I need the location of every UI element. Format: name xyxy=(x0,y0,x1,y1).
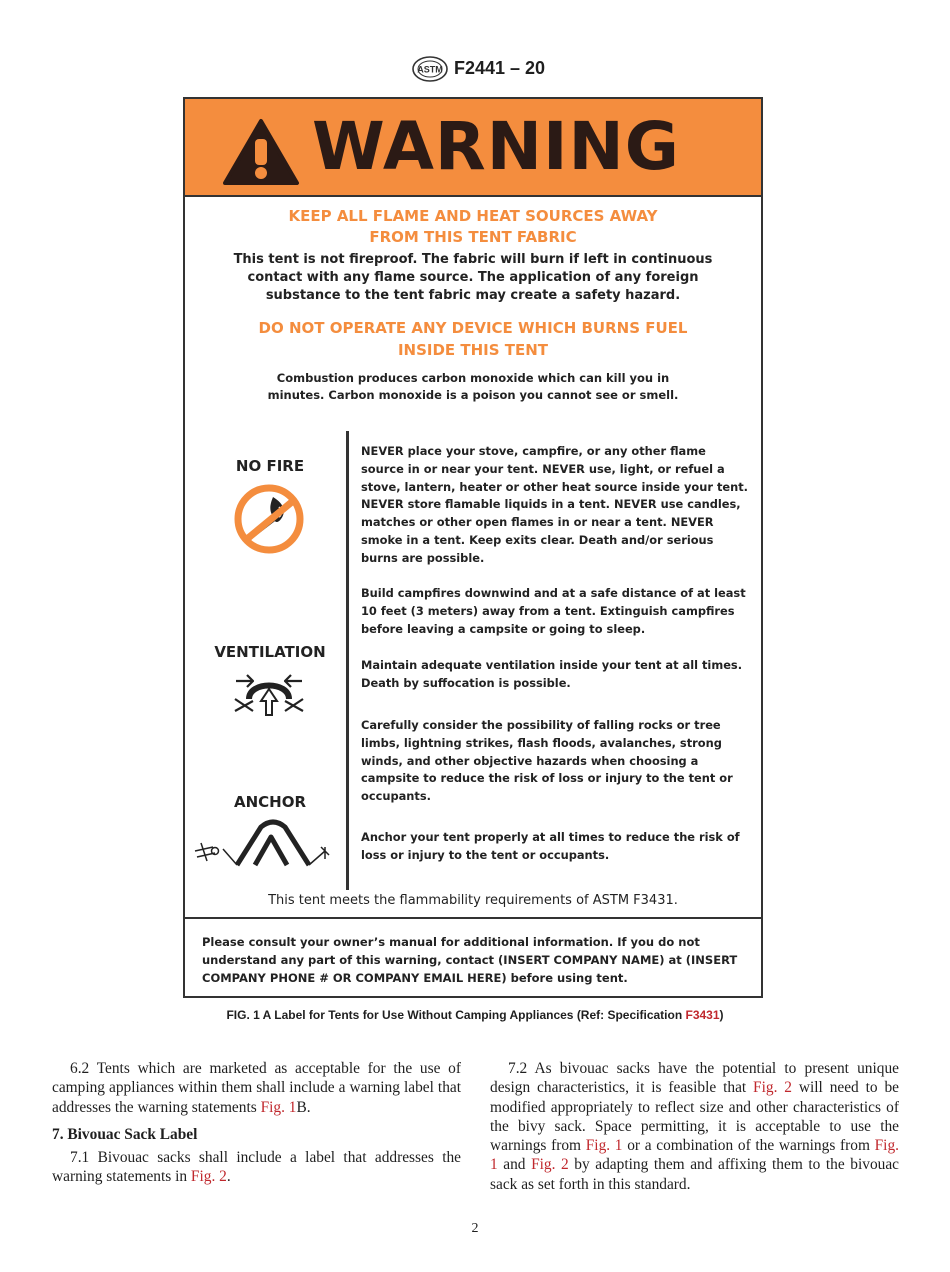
body-flame-line-1: This tent is not fireproof. The fabric will burn if left in continuous xyxy=(233,252,713,267)
para-line: Carefully consider the possibility of falling rocks or tree xyxy=(361,718,721,732)
fig-1-link[interactable]: Fig. 1 xyxy=(260,1098,297,1116)
heading-fuel-line-1: DO NOT OPERATE ANY DEVICE WHICH BURNS FUEL xyxy=(258,319,688,337)
consult-line: understand any part of this warning, contact (INSERT COMPANY NAME) at (INSERT xyxy=(202,953,738,967)
para-ventilation xyxy=(361,657,756,693)
astm-logo-icon xyxy=(410,55,450,83)
paragraph-text: 7.2 As bivouac sacks have the potential to present unique design characteristics, it is feasible that xyxy=(490,1060,899,1097)
paragraph-text: and xyxy=(497,1156,532,1174)
para-never-fire xyxy=(361,443,756,568)
no-fire-heading: NO FIRE xyxy=(235,457,305,475)
consult-line: COMPANY PHONE # OR COMPANY EMAIL HERE) before using tent. xyxy=(202,971,628,985)
para-line: Maintain adequate ventilation inside your tent at all times. xyxy=(361,658,743,672)
fig-2-link[interactable]: Fig. 2 xyxy=(531,1156,569,1174)
para-anchor xyxy=(361,829,756,865)
standard-code: F2441 – 20 xyxy=(454,58,546,78)
para-campfires xyxy=(361,585,756,638)
body-fuel-line-2: minutes. Carbon monoxide is a poison you cannot see or smell. xyxy=(267,388,679,402)
paragraph-6-2 xyxy=(52,1059,461,1117)
warning-title: WARNING xyxy=(312,108,680,185)
heading-flame-line-1: KEEP ALL FLAME AND HEAT SOURCES AWAY xyxy=(288,207,658,225)
ventilation-icon xyxy=(231,671,307,719)
para-line: limbs, lightning strikes, flash floods, avalanches, strong xyxy=(361,735,722,750)
para-line: burns are possible. xyxy=(361,550,485,565)
no-fire-icon xyxy=(231,483,309,555)
paragraph-7-2 xyxy=(490,1059,899,1194)
para-line: campsite to reduce the risk of loss or injury to the tent or xyxy=(361,771,733,786)
para-line: occupants. xyxy=(361,789,431,804)
consult-line: Please consult your owner’s manual for additional information. If you do not xyxy=(202,935,700,949)
paragraph-text: by adapting them and affixing them to the bivouac sack as set forth in this standard. xyxy=(490,1156,900,1193)
para-line: 10 feet (3 meters) away from a tent. Extinguish campfires xyxy=(361,603,735,618)
flammability-statement: This tent meets the flammability requirements of ASTM F3431. xyxy=(268,893,678,908)
anchor-heading: ANCHOR xyxy=(233,793,307,811)
warning-triangle-icon xyxy=(222,117,300,187)
para-line: winds, and other objective hazards when choosing a xyxy=(361,753,699,768)
paragraph-text: 6.2 Tents which are marketed as acceptable for the use of camping appliances within them shall include a warning label that addresses the warning statements xyxy=(52,1060,461,1116)
page-header xyxy=(410,55,570,85)
fig-2-link[interactable]: Fig. 2 xyxy=(190,1168,227,1186)
para-line: NEVER place your stove, campfire, or any other flame xyxy=(361,444,706,458)
section-title: 7. Bivouac Sack Label xyxy=(52,1125,198,1143)
column-divider xyxy=(346,431,349,890)
paragraph-text: B. xyxy=(296,1098,311,1116)
right-column xyxy=(490,1059,899,1194)
svg-text:ASTM: ASTM xyxy=(417,64,443,75)
body-flame-line-3: substance to the tent fabric may create a safety hazard. xyxy=(265,288,681,303)
warning-label xyxy=(183,97,763,998)
para-line: NEVER store flamable liquids in a tent. NEVER use candles, xyxy=(361,497,741,512)
para-line: loss or injury to the tent or occupants. xyxy=(361,847,610,862)
para-line: Anchor your tent properly at all times to reduce the risk of xyxy=(361,830,740,844)
fig-1-link[interactable]: Fig. 1 xyxy=(490,1137,900,1174)
figure-caption xyxy=(0,1008,950,1022)
para-line: stove, lantern, heater or other heat source inside your tent. xyxy=(361,479,748,494)
fig-1-link[interactable]: Fig. 1 xyxy=(585,1137,623,1155)
heading-flame-line-2: FROM THIS TENT FABRIC xyxy=(369,228,577,246)
para-line: matches or other open flames in or near a tent. NEVER xyxy=(361,515,714,530)
paragraph-text: or a combination of the warnings from xyxy=(622,1137,875,1155)
para-hazards xyxy=(361,717,756,806)
section-divider xyxy=(185,917,761,919)
para-line: Death by suffocation is possible. xyxy=(361,675,571,690)
caption-text: FIG. 1 A Label for Tents for Use Without Camping Appliances (Ref: Specification xyxy=(226,1008,686,1022)
paragraph-7-1 xyxy=(52,1148,461,1187)
anchor-tent-icon xyxy=(193,817,333,869)
left-column xyxy=(52,1059,461,1187)
para-line: Build campfires downwind and at a safe distance of at least xyxy=(361,586,746,600)
consult-notice xyxy=(202,933,750,987)
para-line: source in or near your tent. NEVER use, light, or refuel a xyxy=(361,461,725,476)
paragraph-text: 7.1 Bivouac sacks shall include a label that addresses the warning statements in xyxy=(52,1149,461,1186)
paragraph-text: will need to be modified appropriately to reflect size and other characteristics of the bivy sack. Space permitting, it is acceptable to use the warnings from xyxy=(490,1079,899,1155)
caption-ref-link[interactable]: F3431 xyxy=(685,1008,720,1022)
heading-fuel-line-2: INSIDE THIS TENT xyxy=(397,341,549,359)
ventilation-heading: VENTILATION xyxy=(214,643,326,661)
warning-banner xyxy=(185,99,761,197)
para-line: before leaving a campsite or going to sleep. xyxy=(361,621,646,636)
fig-2-link[interactable]: Fig. 2 xyxy=(753,1079,792,1097)
page-number: 2 xyxy=(471,1221,479,1236)
para-line: smoke in a tent. Keep exits clear. Death and/or serious xyxy=(361,532,714,547)
caption-suffix: ) xyxy=(719,1008,724,1022)
paragraph-text: . xyxy=(226,1168,231,1186)
body-fuel-line-1: Combustion produces carbon monoxide which can kill you in xyxy=(276,371,670,385)
body-flame-line-2: contact with any flame source. The application of any foreign xyxy=(247,270,699,285)
